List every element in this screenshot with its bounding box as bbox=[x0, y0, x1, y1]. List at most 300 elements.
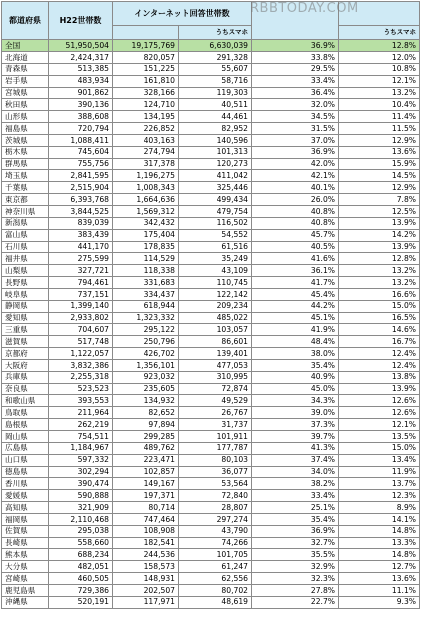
internet-rate: 40.5% bbox=[252, 241, 339, 253]
table-row bbox=[2, 383, 420, 395]
table-row bbox=[2, 573, 420, 585]
header-prefecture: 都道府県 bbox=[2, 2, 49, 40]
smartphone-households: 485,022 bbox=[179, 312, 252, 324]
prefecture-name: 千葉県 bbox=[2, 182, 49, 194]
smartphone-households: 74,266 bbox=[179, 537, 252, 549]
internet-rate: 42.1% bbox=[252, 170, 339, 182]
internet-rate: 37.4% bbox=[252, 454, 339, 466]
smartphone-households: 48,619 bbox=[179, 596, 252, 608]
internet-households: 134,932 bbox=[113, 395, 179, 407]
smartphone-rate: 12.6% bbox=[339, 407, 420, 419]
header-net-count-blank bbox=[113, 26, 179, 40]
h22-households: 388,608 bbox=[49, 111, 113, 123]
smartphone-rate: 14.1% bbox=[339, 513, 420, 525]
prefecture-name: 奈良県 bbox=[2, 383, 49, 395]
internet-households: 102,857 bbox=[113, 466, 179, 478]
prefecture-name: 栃木県 bbox=[2, 146, 49, 158]
table-row bbox=[2, 407, 420, 419]
internet-households: 328,166 bbox=[113, 87, 179, 99]
smartphone-rate: 8.9% bbox=[339, 502, 420, 514]
internet-rate: 39.0% bbox=[252, 407, 339, 419]
prefecture-name: 秋田県 bbox=[2, 99, 49, 111]
h22-households: 597,332 bbox=[49, 454, 113, 466]
smartphone-rate: 12.1% bbox=[339, 419, 420, 431]
prefecture-name: 福島県 bbox=[2, 123, 49, 135]
smartphone-households: 209,234 bbox=[179, 300, 252, 312]
table-row bbox=[2, 63, 420, 75]
smartphone-rate: 15.9% bbox=[339, 158, 420, 170]
prefecture-name: 茨城県 bbox=[2, 134, 49, 146]
internet-households: 1,356,101 bbox=[113, 359, 179, 371]
smartphone-households: 120,273 bbox=[179, 158, 252, 170]
smartphone-households: 310,995 bbox=[179, 371, 252, 383]
internet-rate: 40.9% bbox=[252, 371, 339, 383]
table-row bbox=[2, 229, 420, 241]
internet-households: 97,894 bbox=[113, 419, 179, 431]
smartphone-rate: 10.4% bbox=[339, 99, 420, 111]
internet-rate: 36.1% bbox=[252, 265, 339, 277]
header-smart-rate-col bbox=[339, 2, 420, 26]
prefecture-name: 三重県 bbox=[2, 324, 49, 336]
internet-households: 923,032 bbox=[113, 371, 179, 383]
h22-households: 720,794 bbox=[49, 123, 113, 135]
internet-households: 148,931 bbox=[113, 573, 179, 585]
smartphone-households: 139,401 bbox=[179, 348, 252, 360]
smartphone-rate: 14.8% bbox=[339, 525, 420, 537]
internet-households: 244,536 bbox=[113, 549, 179, 561]
smartphone-households: 499,434 bbox=[179, 194, 252, 206]
smartphone-households: 325,446 bbox=[179, 182, 252, 194]
internet-rate: 41.3% bbox=[252, 442, 339, 454]
table-row bbox=[2, 596, 420, 608]
internet-households: 1,664,636 bbox=[113, 194, 179, 206]
internet-households: 178,835 bbox=[113, 241, 179, 253]
smartphone-rate: 16.7% bbox=[339, 336, 420, 348]
prefecture-name: 北海道 bbox=[2, 52, 49, 64]
smartphone-rate: 13.2% bbox=[339, 265, 420, 277]
h22-households: 327,721 bbox=[49, 265, 113, 277]
internet-households: 149,167 bbox=[113, 478, 179, 490]
internet-households: 299,285 bbox=[113, 431, 179, 443]
internet-rate: 33.8% bbox=[252, 52, 339, 64]
internet-rate: 25.1% bbox=[252, 502, 339, 514]
smartphone-rate: 13.9% bbox=[339, 241, 420, 253]
internet-rate: 40.1% bbox=[252, 182, 339, 194]
h22-households: 520,191 bbox=[49, 596, 113, 608]
internet-households: 274,794 bbox=[113, 146, 179, 158]
h22-households: 482,051 bbox=[49, 561, 113, 573]
internet-households: 197,371 bbox=[113, 490, 179, 502]
smartphone-rate: 12.6% bbox=[339, 395, 420, 407]
internet-households: 747,464 bbox=[113, 513, 179, 525]
prefecture-name: 石川県 bbox=[2, 241, 49, 253]
smartphone-rate: 13.8% bbox=[339, 371, 420, 383]
prefecture-name: 愛知県 bbox=[2, 312, 49, 324]
smartphone-rate: 13.9% bbox=[339, 383, 420, 395]
internet-rate: 45.0% bbox=[252, 383, 339, 395]
smartphone-households: 36,077 bbox=[179, 466, 252, 478]
smartphone-rate: 15.0% bbox=[339, 442, 420, 454]
internet-rate: 48.4% bbox=[252, 336, 339, 348]
table-row bbox=[2, 336, 420, 348]
prefecture-name: 長野県 bbox=[2, 277, 49, 289]
prefecture-name: 富山県 bbox=[2, 229, 49, 241]
smartphone-households: 82,952 bbox=[179, 123, 252, 135]
h22-households: 1,399,140 bbox=[49, 300, 113, 312]
smartphone-rate: 11.4% bbox=[339, 111, 420, 123]
internet-households: 124,710 bbox=[113, 99, 179, 111]
internet-rate: 33.4% bbox=[252, 490, 339, 502]
header-rate-col bbox=[252, 2, 339, 40]
national-net: 19,175,769 bbox=[113, 40, 179, 52]
table-row bbox=[2, 395, 420, 407]
internet-rate: 32.3% bbox=[252, 573, 339, 585]
internet-rate: 44.2% bbox=[252, 300, 339, 312]
prefecture-name: 滋賀県 bbox=[2, 336, 49, 348]
internet-rate: 42.0% bbox=[252, 158, 339, 170]
smartphone-households: 43,790 bbox=[179, 525, 252, 537]
prefecture-name: 埼玉県 bbox=[2, 170, 49, 182]
h22-households: 513,385 bbox=[49, 63, 113, 75]
internet-households: 114,529 bbox=[113, 253, 179, 265]
internet-rate: 38.0% bbox=[252, 348, 339, 360]
table-row bbox=[2, 87, 420, 99]
table-row bbox=[2, 525, 420, 537]
h22-households: 2,255,318 bbox=[49, 371, 113, 383]
internet-rate: 31.5% bbox=[252, 123, 339, 135]
national-total-row bbox=[2, 40, 420, 52]
smartphone-rate: 13.2% bbox=[339, 277, 420, 289]
internet-rate: 34.3% bbox=[252, 395, 339, 407]
h22-households: 393,553 bbox=[49, 395, 113, 407]
table-row bbox=[2, 324, 420, 336]
prefecture-name: 鳥取県 bbox=[2, 407, 49, 419]
prefecture-name: 静岡県 bbox=[2, 300, 49, 312]
table-row bbox=[2, 549, 420, 561]
h22-households: 737,151 bbox=[49, 288, 113, 300]
prefecture-name: 鹿児島県 bbox=[2, 584, 49, 596]
internet-rate: 37.0% bbox=[252, 134, 339, 146]
national-net-rate: 36.9% bbox=[252, 40, 339, 52]
smartphone-rate: 13.3% bbox=[339, 537, 420, 549]
smartphone-households: 61,247 bbox=[179, 561, 252, 573]
prefecture-name: 島根県 bbox=[2, 419, 49, 431]
h22-households: 517,748 bbox=[49, 336, 113, 348]
table-row bbox=[2, 359, 420, 371]
header-row bbox=[2, 2, 420, 26]
h22-households: 2,515,904 bbox=[49, 182, 113, 194]
smartphone-households: 61,516 bbox=[179, 241, 252, 253]
h22-households: 302,294 bbox=[49, 466, 113, 478]
smartphone-households: 26,767 bbox=[179, 407, 252, 419]
smartphone-rate: 14.5% bbox=[339, 170, 420, 182]
national-h22: 51,950,504 bbox=[49, 40, 113, 52]
smartphone-households: 62,556 bbox=[179, 573, 252, 585]
table-row bbox=[2, 52, 420, 64]
smartphone-rate: 12.1% bbox=[339, 75, 420, 87]
smartphone-rate: 13.5% bbox=[339, 431, 420, 443]
internet-rate: 35.4% bbox=[252, 513, 339, 525]
internet-rate: 41.6% bbox=[252, 253, 339, 265]
prefecture-name: 福井県 bbox=[2, 253, 49, 265]
smartphone-households: 58,716 bbox=[179, 75, 252, 87]
smartphone-households: 53,564 bbox=[179, 478, 252, 490]
header-h22-households: H22世帯数 bbox=[49, 2, 113, 40]
internet-rate: 32.0% bbox=[252, 99, 339, 111]
smartphone-households: 110,745 bbox=[179, 277, 252, 289]
prefecture-name: 岡山県 bbox=[2, 431, 49, 443]
smartphone-households: 116,502 bbox=[179, 217, 252, 229]
h22-households: 441,170 bbox=[49, 241, 113, 253]
h22-households: 262,219 bbox=[49, 419, 113, 431]
smartphone-rate: 11.1% bbox=[339, 584, 420, 596]
internet-households: 820,057 bbox=[113, 52, 179, 64]
internet-rate: 45.7% bbox=[252, 229, 339, 241]
table-row bbox=[2, 253, 420, 265]
internet-rate: 36.9% bbox=[252, 525, 339, 537]
table-row bbox=[2, 277, 420, 289]
smartphone-rate: 13.2% bbox=[339, 87, 420, 99]
prefecture-name: 徳島県 bbox=[2, 466, 49, 478]
internet-rate: 39.7% bbox=[252, 431, 339, 443]
smartphone-rate: 14.6% bbox=[339, 324, 420, 336]
internet-rate: 34.5% bbox=[252, 111, 339, 123]
h22-households: 390,474 bbox=[49, 478, 113, 490]
prefecture-name: 青森県 bbox=[2, 63, 49, 75]
smartphone-rate: 12.9% bbox=[339, 134, 420, 146]
internet-households: 426,702 bbox=[113, 348, 179, 360]
h22-households: 483,934 bbox=[49, 75, 113, 87]
prefecture-name: 宮城県 bbox=[2, 87, 49, 99]
smartphone-rate: 9.3% bbox=[339, 596, 420, 608]
smartphone-rate: 12.4% bbox=[339, 359, 420, 371]
h22-households: 704,607 bbox=[49, 324, 113, 336]
internet-households: 82,652 bbox=[113, 407, 179, 419]
internet-households: 118,338 bbox=[113, 265, 179, 277]
h22-households: 1,122,057 bbox=[49, 348, 113, 360]
internet-households: 317,378 bbox=[113, 158, 179, 170]
national-smart-rate: 12.8% bbox=[339, 40, 420, 52]
household-data-table bbox=[1, 1, 420, 609]
smartphone-households: 40,511 bbox=[179, 99, 252, 111]
smartphone-households: 28,807 bbox=[179, 502, 252, 514]
smartphone-rate: 13.9% bbox=[339, 217, 420, 229]
prefecture-name: 山梨県 bbox=[2, 265, 49, 277]
internet-rate: 37.3% bbox=[252, 419, 339, 431]
h22-households: 2,933,802 bbox=[49, 312, 113, 324]
h22-households: 390,136 bbox=[49, 99, 113, 111]
smartphone-households: 101,705 bbox=[179, 549, 252, 561]
table-row bbox=[2, 442, 420, 454]
table-row bbox=[2, 312, 420, 324]
prefecture-name: 香川県 bbox=[2, 478, 49, 490]
internet-households: 331,683 bbox=[113, 277, 179, 289]
internet-households: 235,605 bbox=[113, 383, 179, 395]
prefecture-name: 新潟県 bbox=[2, 217, 49, 229]
table-row bbox=[2, 490, 420, 502]
internet-rate: 33.4% bbox=[252, 75, 339, 87]
smartphone-rate: 13.6% bbox=[339, 573, 420, 585]
smartphone-households: 291,328 bbox=[179, 52, 252, 64]
smartphone-households: 55,607 bbox=[179, 63, 252, 75]
smartphone-rate: 11.5% bbox=[339, 123, 420, 135]
table-row bbox=[2, 466, 420, 478]
table-row bbox=[2, 502, 420, 514]
prefecture-name: 熊本県 bbox=[2, 549, 49, 561]
internet-households: 202,507 bbox=[113, 584, 179, 596]
smartphone-households: 477,053 bbox=[179, 359, 252, 371]
internet-households: 108,908 bbox=[113, 525, 179, 537]
h22-households: 745,604 bbox=[49, 146, 113, 158]
internet-rate: 38.2% bbox=[252, 478, 339, 490]
internet-rate: 35.4% bbox=[252, 359, 339, 371]
internet-households: 403,163 bbox=[113, 134, 179, 146]
internet-households: 295,122 bbox=[113, 324, 179, 336]
smartphone-households: 86,601 bbox=[179, 336, 252, 348]
table-row bbox=[2, 561, 420, 573]
h22-households: 839,039 bbox=[49, 217, 113, 229]
internet-rate: 40.8% bbox=[252, 205, 339, 217]
smartphone-households: 411,042 bbox=[179, 170, 252, 182]
table-row bbox=[2, 241, 420, 253]
internet-households: 618,944 bbox=[113, 300, 179, 312]
table-row bbox=[2, 537, 420, 549]
prefecture-name: 高知県 bbox=[2, 502, 49, 514]
internet-households: 161,810 bbox=[113, 75, 179, 87]
header-of-which-smartphone: うちスマホ bbox=[179, 26, 252, 40]
smartphone-rate: 13.6% bbox=[339, 146, 420, 158]
h22-households: 2,424,317 bbox=[49, 52, 113, 64]
smartphone-rate: 12.3% bbox=[339, 490, 420, 502]
table-row bbox=[2, 288, 420, 300]
internet-households: 1,323,332 bbox=[113, 312, 179, 324]
internet-rate: 41.9% bbox=[252, 324, 339, 336]
table-row bbox=[2, 371, 420, 383]
h22-households: 460,505 bbox=[49, 573, 113, 585]
national-smart: 6,630,039 bbox=[179, 40, 252, 52]
h22-households: 2,110,468 bbox=[49, 513, 113, 525]
smartphone-households: 479,754 bbox=[179, 205, 252, 217]
prefecture-name: 長崎県 bbox=[2, 537, 49, 549]
h22-households: 6,393,768 bbox=[49, 194, 113, 206]
internet-rate: 32.7% bbox=[252, 537, 339, 549]
table-row bbox=[2, 205, 420, 217]
prefecture-name: 大阪府 bbox=[2, 359, 49, 371]
prefecture-name: 佐賀県 bbox=[2, 525, 49, 537]
internet-households: 80,714 bbox=[113, 502, 179, 514]
smartphone-rate: 7.8% bbox=[339, 194, 420, 206]
smartphone-rate: 16.5% bbox=[339, 312, 420, 324]
internet-rate: 34.0% bbox=[252, 466, 339, 478]
internet-rate: 40.8% bbox=[252, 217, 339, 229]
h22-households: 688,234 bbox=[49, 549, 113, 561]
header-internet-households: インターネット回答世帯数 bbox=[113, 2, 252, 26]
smartphone-rate: 15.0% bbox=[339, 300, 420, 312]
table-row bbox=[2, 454, 420, 466]
smartphone-households: 44,461 bbox=[179, 111, 252, 123]
h22-households: 1,184,967 bbox=[49, 442, 113, 454]
smartphone-households: 35,249 bbox=[179, 253, 252, 265]
internet-rate: 36.4% bbox=[252, 87, 339, 99]
prefecture-name: 広島県 bbox=[2, 442, 49, 454]
table-row bbox=[2, 478, 420, 490]
h22-households: 729,386 bbox=[49, 584, 113, 596]
h22-households: 3,832,386 bbox=[49, 359, 113, 371]
table-row bbox=[2, 265, 420, 277]
prefecture-name: 岩手県 bbox=[2, 75, 49, 87]
prefecture-name: 東京都 bbox=[2, 194, 49, 206]
table-row bbox=[2, 419, 420, 431]
prefecture-name: 岐阜県 bbox=[2, 288, 49, 300]
smartphone-rate: 14.2% bbox=[339, 229, 420, 241]
smartphone-rate: 10.8% bbox=[339, 63, 420, 75]
smartphone-households: 49,529 bbox=[179, 395, 252, 407]
internet-rate: 35.5% bbox=[252, 549, 339, 561]
national-name: 全国 bbox=[2, 40, 49, 52]
h22-households: 523,523 bbox=[49, 383, 113, 395]
h22-households: 558,660 bbox=[49, 537, 113, 549]
internet-households: 1,569,312 bbox=[113, 205, 179, 217]
internet-households: 342,432 bbox=[113, 217, 179, 229]
h22-households: 754,511 bbox=[49, 431, 113, 443]
table-row bbox=[2, 123, 420, 135]
smartphone-households: 119,303 bbox=[179, 87, 252, 99]
internet-households: 182,541 bbox=[113, 537, 179, 549]
watermark: RBBTODAY.COM bbox=[250, 1, 359, 16]
internet-rate: 45.1% bbox=[252, 312, 339, 324]
prefecture-name: 大分県 bbox=[2, 561, 49, 573]
smartphone-rate: 16.6% bbox=[339, 288, 420, 300]
prefecture-name: 福岡県 bbox=[2, 513, 49, 525]
smartphone-rate: 12.8% bbox=[339, 253, 420, 265]
smartphone-households: 43,109 bbox=[179, 265, 252, 277]
smartphone-rate: 12.5% bbox=[339, 205, 420, 217]
smartphone-rate: 12.0% bbox=[339, 52, 420, 64]
table-row bbox=[2, 146, 420, 158]
table-row bbox=[2, 182, 420, 194]
internet-households: 158,573 bbox=[113, 561, 179, 573]
prefecture-name: 宮崎県 bbox=[2, 573, 49, 585]
smartphone-households: 54,552 bbox=[179, 229, 252, 241]
smartphone-households: 80,702 bbox=[179, 584, 252, 596]
h22-households: 211,964 bbox=[49, 407, 113, 419]
h22-households: 3,844,525 bbox=[49, 205, 113, 217]
table-row bbox=[2, 158, 420, 170]
prefecture-name: 和歌山県 bbox=[2, 395, 49, 407]
internet-rate: 36.9% bbox=[252, 146, 339, 158]
internet-rate: 26.0% bbox=[252, 194, 339, 206]
h22-households: 755,756 bbox=[49, 158, 113, 170]
smartphone-households: 72,874 bbox=[179, 383, 252, 395]
internet-rate: 22.7% bbox=[252, 596, 339, 608]
prefecture-name: 山形県 bbox=[2, 111, 49, 123]
internet-rate: 45.4% bbox=[252, 288, 339, 300]
smartphone-households: 101,911 bbox=[179, 431, 252, 443]
prefecture-name: 愛媛県 bbox=[2, 490, 49, 502]
table-row bbox=[2, 99, 420, 111]
internet-households: 226,852 bbox=[113, 123, 179, 135]
smartphone-rate: 11.9% bbox=[339, 466, 420, 478]
table-row bbox=[2, 431, 420, 443]
table-row bbox=[2, 170, 420, 182]
smartphone-rate: 13.7% bbox=[339, 478, 420, 490]
prefecture-name: 沖縄県 bbox=[2, 596, 49, 608]
internet-rate: 27.8% bbox=[252, 584, 339, 596]
prefecture-name: 山口県 bbox=[2, 454, 49, 466]
h22-households: 295,038 bbox=[49, 525, 113, 537]
h22-households: 1,088,411 bbox=[49, 134, 113, 146]
prefecture-name: 神奈川県 bbox=[2, 205, 49, 217]
